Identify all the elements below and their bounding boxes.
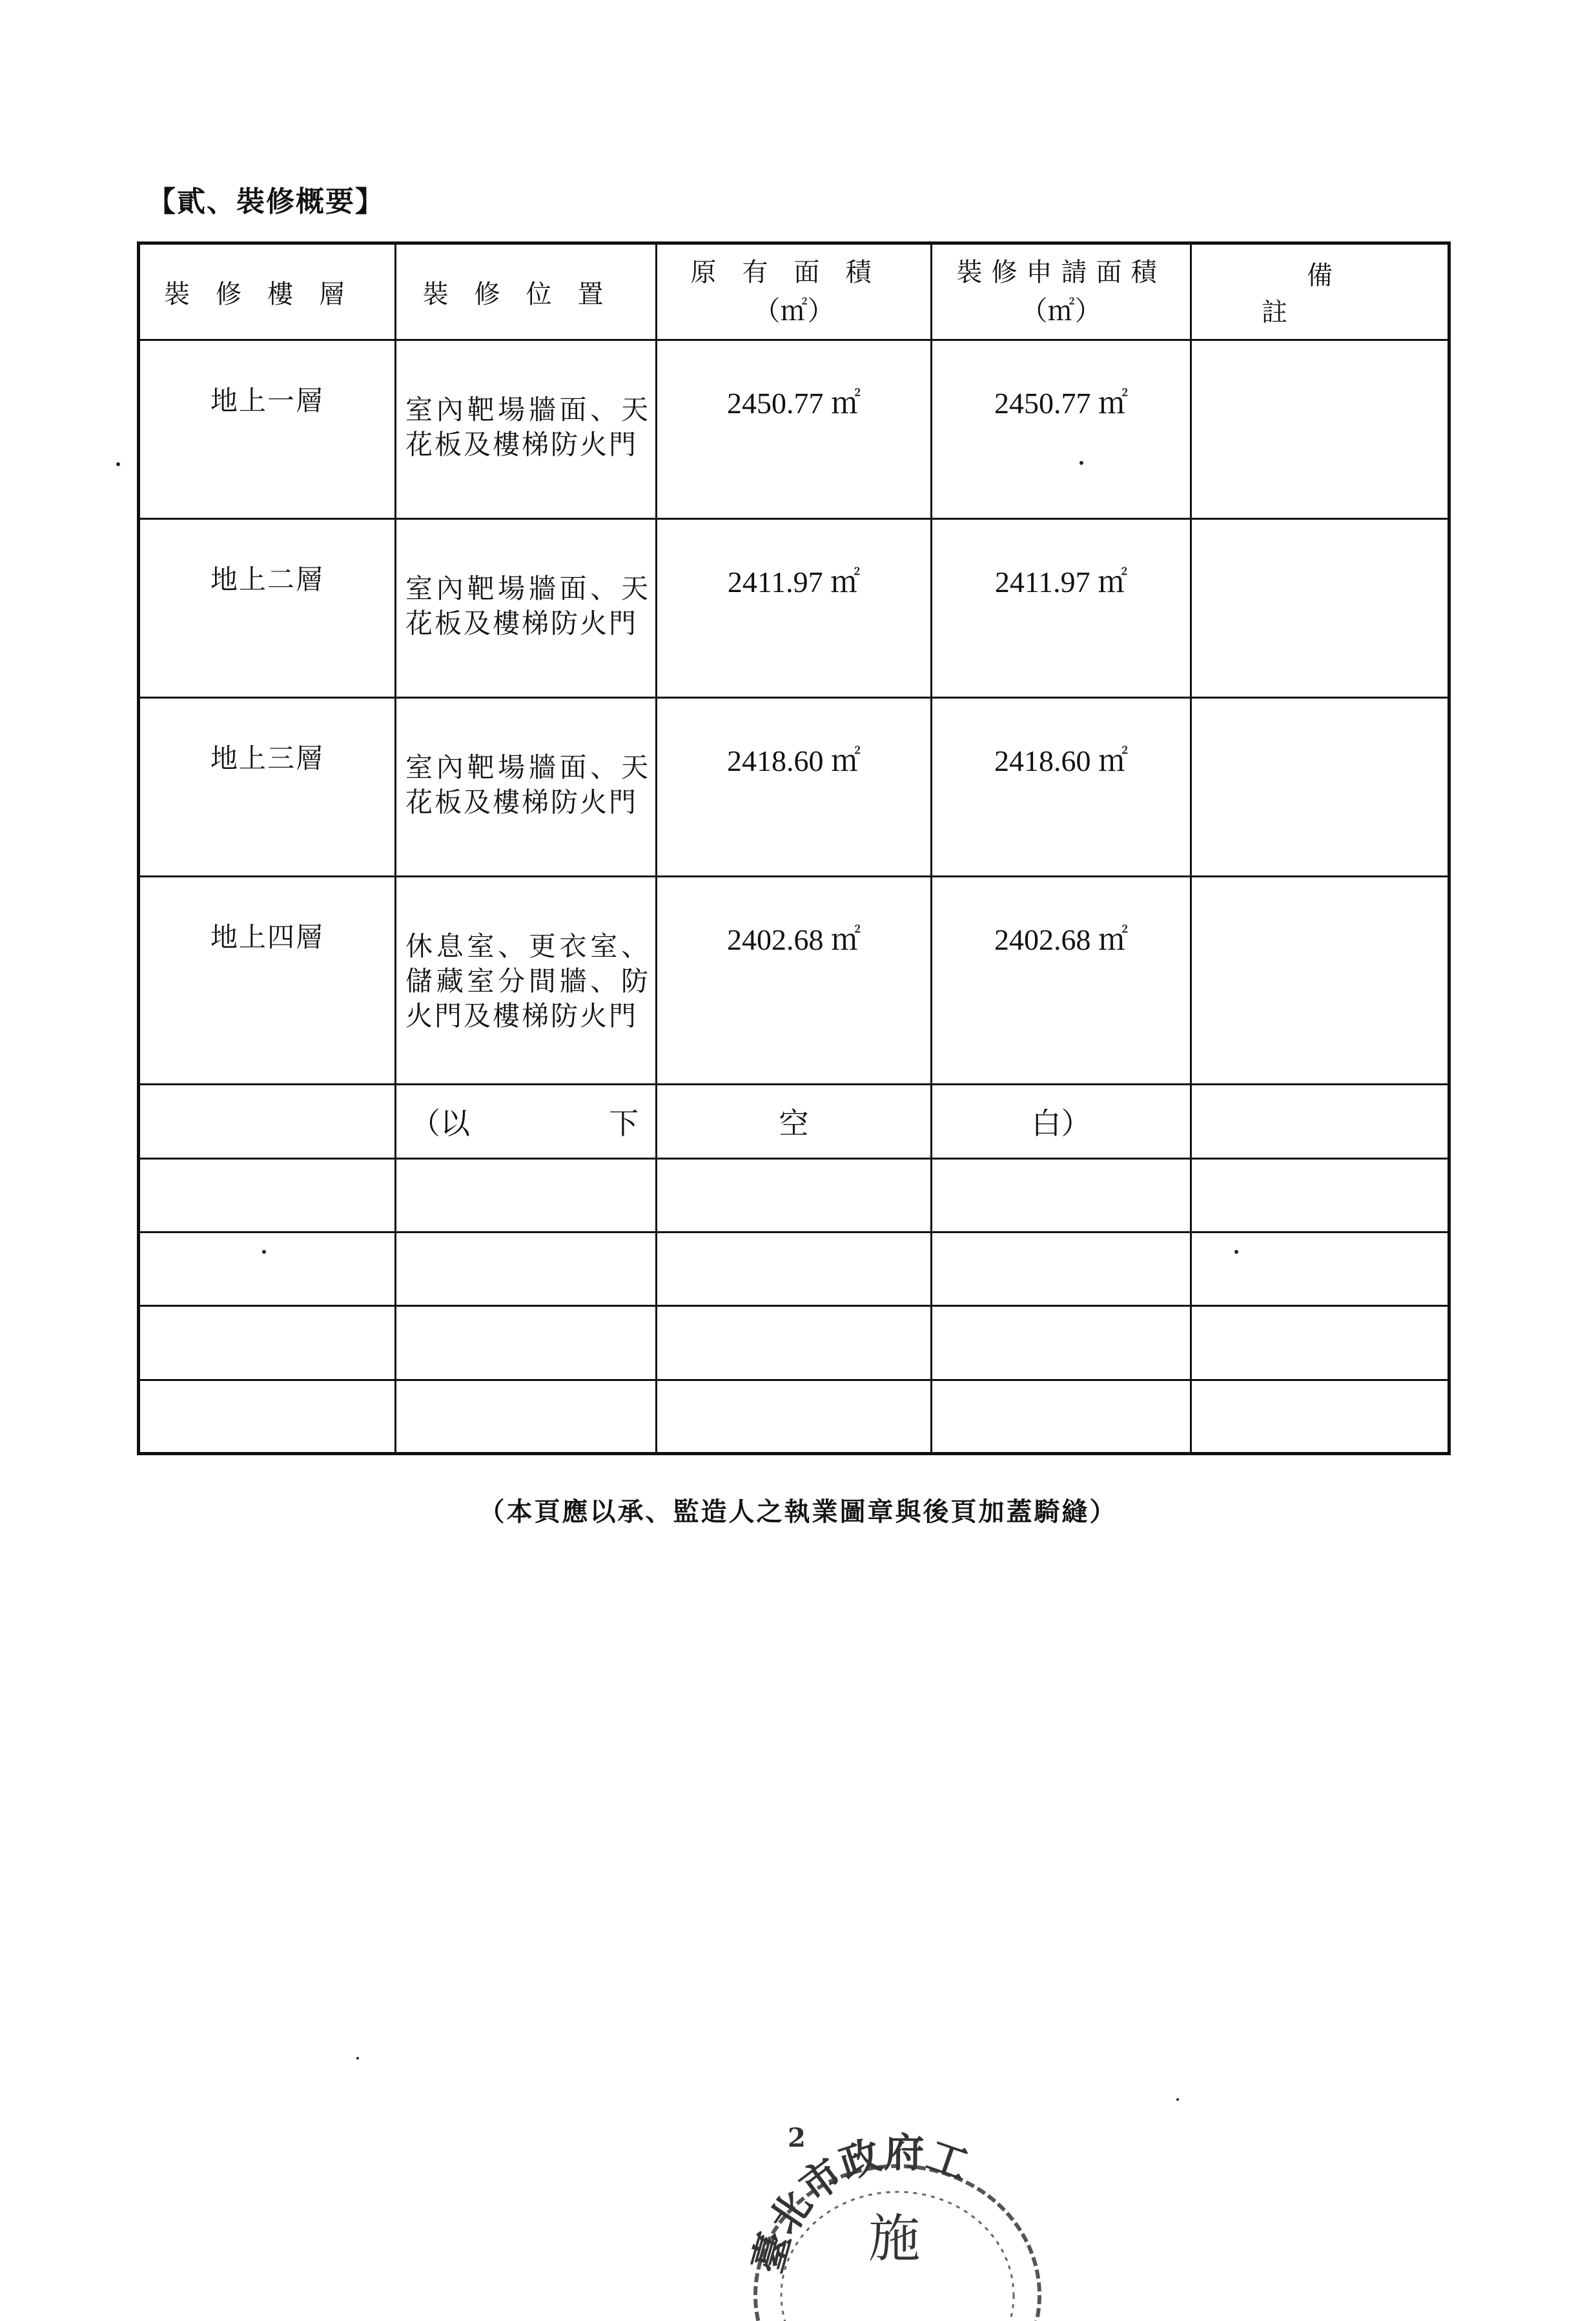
scan-speck bbox=[262, 1250, 266, 1254]
header-applied-area-unit: （㎡） bbox=[1020, 295, 1102, 327]
seal-inner-text: 施 bbox=[868, 2209, 920, 2269]
empty-cell bbox=[396, 1232, 657, 1306]
header-original-area bbox=[657, 243, 932, 340]
floor-cell: 地上四層 bbox=[139, 876, 396, 1085]
empty-cell bbox=[139, 1158, 396, 1232]
empty-cell bbox=[932, 1158, 1191, 1232]
footnote: （本頁應以承、監造人之執業圖章與後頁加蓋騎縫） bbox=[478, 1497, 1118, 1527]
section-title: 【貳、裝修概要】 bbox=[147, 185, 385, 218]
header-original-area-unit: （㎡） bbox=[753, 295, 835, 327]
empty-cell bbox=[657, 1380, 932, 1453]
remarks-cell bbox=[1191, 876, 1449, 1085]
empty-cell bbox=[1191, 1158, 1449, 1232]
blank-marker-bai: 白） bbox=[1031, 1106, 1091, 1141]
applied-area-cell: 2450.77 ㎡ bbox=[932, 340, 1191, 519]
location-cell: 室內靶場牆面、天花板及樓梯防火門 bbox=[396, 697, 657, 876]
official-seal-stamp bbox=[736, 2063, 1046, 2321]
scan-speck bbox=[356, 2057, 359, 2060]
header-applied-area-label: 裝修申請面積 bbox=[956, 258, 1166, 288]
table-row bbox=[139, 340, 1449, 519]
original-area-cell: 2418.60 ㎡ bbox=[657, 697, 932, 876]
empty-row bbox=[139, 1380, 1449, 1453]
remarks-cell bbox=[1191, 340, 1449, 519]
table-header-row bbox=[139, 243, 1449, 340]
empty-cell bbox=[139, 1380, 396, 1453]
header-remarks-label: 備註 bbox=[1262, 261, 1423, 328]
empty-cell bbox=[932, 1306, 1191, 1380]
empty-cell bbox=[139, 1232, 396, 1306]
floor-cell: 地上二層 bbox=[139, 519, 396, 698]
location-cell: 休息室、更衣室、儲藏室分間牆、防火門及樓梯防火門 bbox=[396, 876, 657, 1085]
empty-cell bbox=[932, 1232, 1191, 1306]
empty-cell bbox=[1191, 1380, 1449, 1453]
blank-cell bbox=[139, 1085, 396, 1158]
header-location: 裝修位置 bbox=[396, 243, 657, 340]
scan-speck bbox=[1079, 461, 1083, 465]
empty-row bbox=[139, 1158, 1449, 1232]
empty-cell bbox=[932, 1380, 1191, 1453]
empty-row bbox=[139, 1306, 1449, 1380]
location-cell: 室內靶場牆面、天花板及樓梯防火門 bbox=[396, 519, 657, 698]
blank-marker-cell-3 bbox=[932, 1085, 1191, 1158]
empty-cell bbox=[396, 1306, 657, 1380]
scan-speck bbox=[1176, 2098, 1179, 2101]
header-remarks bbox=[1191, 243, 1449, 340]
header-applied-area bbox=[932, 243, 1191, 340]
empty-cell bbox=[396, 1158, 657, 1232]
blank-marker-row bbox=[139, 1085, 1449, 1158]
blank-marker-kong: 空 bbox=[779, 1106, 809, 1141]
empty-cell bbox=[1191, 1232, 1449, 1306]
scan-speck bbox=[1234, 1250, 1238, 1254]
empty-cell bbox=[1191, 1306, 1449, 1380]
blank-marker-cell-2 bbox=[657, 1085, 932, 1158]
renovation-summary-table bbox=[137, 241, 1451, 1455]
empty-row bbox=[139, 1232, 1449, 1306]
seal-number: 2 bbox=[788, 2123, 806, 2153]
floor-cell: 地上三層 bbox=[139, 697, 396, 876]
remarks-cell bbox=[1191, 697, 1449, 876]
table-row bbox=[139, 876, 1449, 1085]
seal-ring-text: 臺北市政府工 bbox=[743, 2129, 975, 2278]
scan-speck bbox=[116, 462, 120, 466]
empty-cell bbox=[657, 1306, 932, 1380]
floor-cell: 地上一層 bbox=[139, 340, 396, 519]
header-original-area-label: 原有面積 bbox=[690, 258, 897, 288]
empty-cell bbox=[396, 1380, 657, 1453]
applied-area-cell: 2411.97 ㎡ bbox=[932, 519, 1191, 698]
blank-marker-xia: 下 bbox=[609, 1106, 639, 1141]
header-floor: 裝修樓層 bbox=[139, 243, 396, 340]
original-area-cell: 2450.77 ㎡ bbox=[657, 340, 932, 519]
table-row bbox=[139, 697, 1449, 876]
location-cell: 室內靶場牆面、天花板及樓梯防火門 bbox=[396, 340, 657, 519]
original-area-cell: 2402.68 ㎡ bbox=[657, 876, 932, 1085]
table-row bbox=[139, 519, 1449, 698]
empty-cell bbox=[657, 1232, 932, 1306]
applied-area-cell: 2418.60 ㎡ bbox=[932, 697, 1191, 876]
blank-marker-open: （以 bbox=[411, 1106, 470, 1141]
remarks-cell bbox=[1191, 519, 1449, 698]
blank-cell bbox=[1191, 1085, 1449, 1158]
applied-area-cell: 2402.68 ㎡ bbox=[932, 876, 1191, 1085]
original-area-cell: 2411.97 ㎡ bbox=[657, 519, 932, 698]
empty-cell bbox=[657, 1158, 932, 1232]
empty-cell bbox=[139, 1306, 396, 1380]
blank-marker-cell-1 bbox=[396, 1085, 657, 1158]
